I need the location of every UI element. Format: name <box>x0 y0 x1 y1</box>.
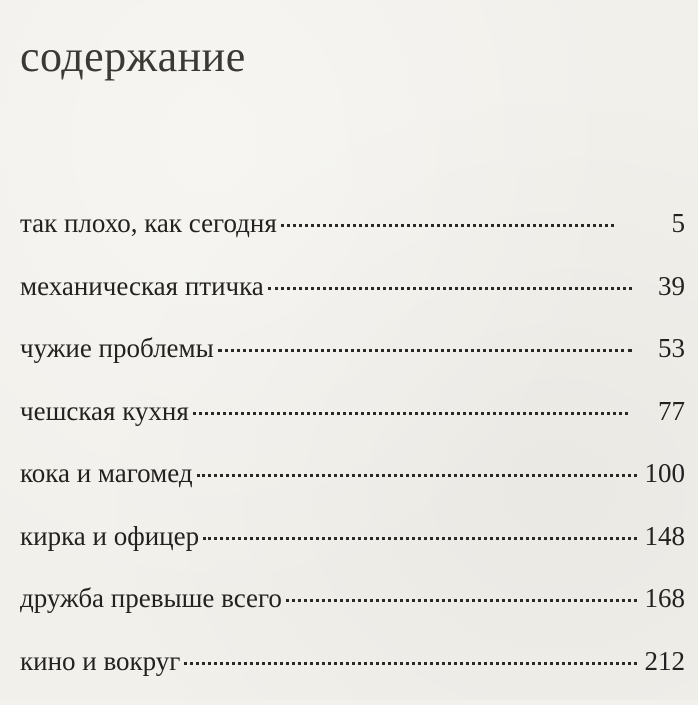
toc-entry-page: 100 <box>645 455 686 491</box>
toc-entry <box>20 330 685 393</box>
table-of-contents <box>20 205 685 705</box>
toc-entry-title: кино и вокруг <box>20 643 180 679</box>
dot-leader <box>286 599 637 602</box>
toc-entry-title: механическая птичка <box>20 268 264 304</box>
dot-leader <box>268 287 632 290</box>
toc-entry-page: 148 <box>645 518 686 554</box>
toc-entry <box>20 518 685 581</box>
toc-entry-title: кирка и офицер <box>20 518 199 554</box>
toc-entry-title: чешская кухня <box>20 393 189 429</box>
toc-entry <box>20 393 685 456</box>
toc-entry-page: 168 <box>645 580 686 616</box>
dot-leader <box>203 537 636 540</box>
toc-entry-page: 5 <box>672 205 686 241</box>
toc-entry-title: чужие проблемы <box>20 330 214 366</box>
dot-leader <box>184 662 636 665</box>
toc-entry-page: 39 <box>658 268 685 304</box>
toc-entry-page: 212 <box>645 643 686 679</box>
toc-entry-title: так плохо, как сегодня <box>20 205 277 241</box>
dot-leader <box>281 224 614 227</box>
dot-leader <box>193 412 628 415</box>
toc-entry-page: 53 <box>658 330 685 366</box>
toc-entry-page: 77 <box>658 393 685 429</box>
toc-entry <box>20 455 685 518</box>
toc-entry <box>20 268 685 331</box>
toc-entry <box>20 580 685 643</box>
dot-leader <box>218 349 632 352</box>
dot-leader <box>197 474 637 477</box>
toc-entry <box>20 205 685 268</box>
toc-entry <box>20 643 685 705</box>
toc-entry-title: кока и магомед <box>20 455 193 491</box>
toc-entry-title: дружба превыше всего <box>20 580 282 616</box>
page-title: содержание <box>20 31 246 83</box>
